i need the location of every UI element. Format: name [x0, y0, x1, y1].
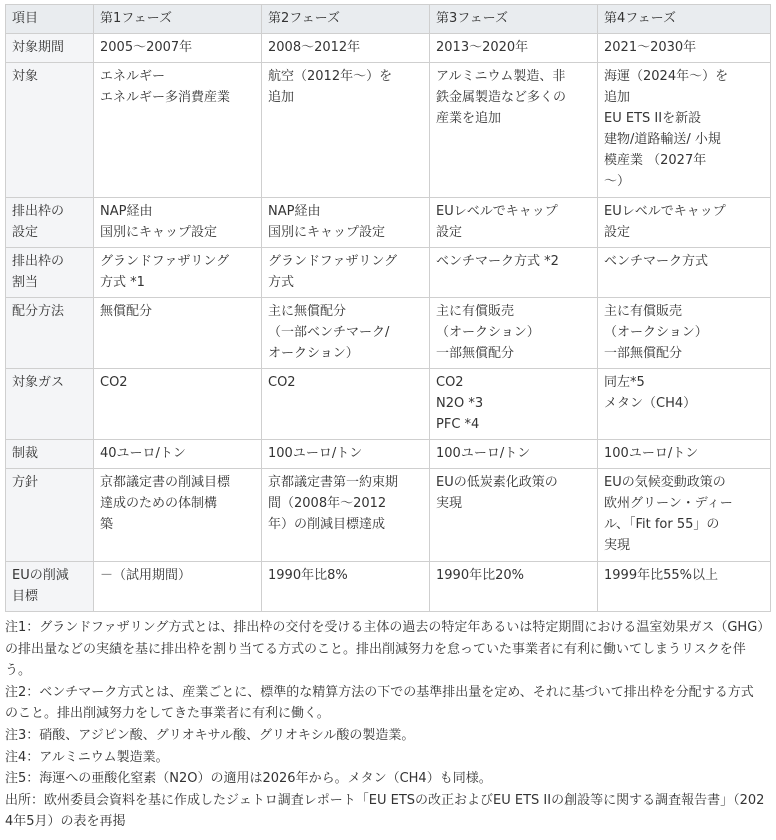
table-row	[6, 198, 771, 248]
eu-ets-phase-table	[5, 4, 771, 612]
source-note: 出所：欧州委員会資料を基に作成したジェトロ調査レポート「EU ETSの改正およびEU ETS IIの創設等に関する調査報告書」（2024年5月）の表を再掲	[5, 792, 765, 830]
row-label: 配分方法	[6, 298, 94, 369]
header-cell-phase-3: 第3フェーズ	[430, 5, 598, 34]
table-cell: エネルギー エネルギー多消費産業	[94, 63, 262, 198]
table-cell: 無償配分	[94, 298, 262, 369]
table-cell: ベンチマーク方式 *2	[430, 248, 598, 298]
row-label: 対象ガス	[6, 369, 94, 440]
row-label: 対象	[6, 63, 94, 198]
table-header-row	[6, 5, 771, 34]
table-cell: 海運（2024年〜）を 追加 EU ETS IIを新設 建物/道路輸送/ 小規 模産業 （2027年 〜）	[598, 63, 771, 198]
footnote-4: 注4：アルミニウム製造業。	[5, 749, 169, 765]
table-cell: 40ユーロ/トン	[94, 440, 262, 469]
table-cell: 1999年比55%以上	[598, 562, 771, 612]
row-label: 方針	[6, 469, 94, 562]
table-cell: 100ユーロ/トン	[430, 440, 598, 469]
header-cell-phase-4: 第4フェーズ	[598, 5, 771, 34]
table-row	[6, 440, 771, 469]
table-cell: CO2 N2O *3 PFC *4	[430, 369, 598, 440]
table-cell: －（試用期間）	[94, 562, 262, 612]
header-cell-item: 項目	[6, 5, 94, 34]
table-cell: 1990年比20%	[430, 562, 598, 612]
footnote-3: 注3：硝酸、アジピン酸、グリオキサル酸、グリオキシル酸の製造業。	[5, 727, 415, 743]
table-cell: EUの気候変動政策の 欧州グリーン・ディー ル、「Fit for 55」の 実現	[598, 469, 771, 562]
table-cell: グランドファザリング 方式 *1	[94, 248, 262, 298]
table-row	[6, 369, 771, 440]
table-cell: 2021〜2030年	[598, 34, 771, 63]
table-cell: CO2	[262, 369, 430, 440]
table-cell: 1990年比8%	[262, 562, 430, 612]
table-cell: グランドファザリング 方式	[262, 248, 430, 298]
row-label: 制裁	[6, 440, 94, 469]
table-cell: NAP経由 国別にキャップ設定	[94, 198, 262, 248]
footnotes	[5, 617, 765, 833]
table-cell: EUの低炭素化政策の 実現	[430, 469, 598, 562]
footnote-5: 注5：海運への亜酸化窒素（N2O）の適用は2026年から。メタン（CH4）も同様。	[5, 771, 492, 787]
footnote-2: 注2：ベンチマーク方式とは、産業ごとに、標準的な精算方法の下での基準排出量を定め、それに基づいて排出枠を分配する方式のこと。排出削減努力をしてきた事業者に有利に働く。	[5, 684, 754, 722]
table-row	[6, 562, 771, 612]
table-cell: EUレベルでキャップ 設定	[598, 198, 771, 248]
table-cell: ベンチマーク方式	[598, 248, 771, 298]
table-cell: 京都議定書第一約束期 間（2008年〜2012 年）の削減目標達成	[262, 469, 430, 562]
table-cell: 2008〜2012年	[262, 34, 430, 63]
header-cell-phase-1: 第1フェーズ	[94, 5, 262, 34]
header-cell-phase-2: 第2フェーズ	[262, 5, 430, 34]
table-cell: 主に無償配分 （一部ベンチマーク/ オークション）	[262, 298, 430, 369]
table-cell: アルミニウム製造、非 鉄金属製造など多くの 産業を追加	[430, 63, 598, 198]
table-cell: NAP経由 国別にキャップ設定	[262, 198, 430, 248]
table-cell: 主に有償販売 （オークション） 一部無償配分	[430, 298, 598, 369]
table-cell: 京都議定書の削減目標 達成のための体制構 築	[94, 469, 262, 562]
row-label: 排出枠の 割当	[6, 248, 94, 298]
table-row	[6, 469, 771, 562]
row-label: 対象期間	[6, 34, 94, 63]
table-row	[6, 34, 771, 63]
table-cell: EUレベルでキャップ 設定	[430, 198, 598, 248]
footnote-1: 注1：グランドファザリング方式とは、排出枠の交付を受ける主体の過去の特定年あるいは特定期間における温室効果ガス（GHG）の排出量などの実績を基に排出枠を割り当てる方式のこと。排出削減努力を怠っていた事業者に有利に働いてしまうリスクを伴う。	[5, 620, 764, 679]
table-cell: 主に有償販売 （オークション） 一部無償配分	[598, 298, 771, 369]
table-row	[6, 298, 771, 369]
table-cell: 航空（2012年〜）を 追加	[262, 63, 430, 198]
table-cell: CO2	[94, 369, 262, 440]
table-cell: 2005〜2007年	[94, 34, 262, 63]
table-cell: 100ユーロ/トン	[262, 440, 430, 469]
table-row	[6, 248, 771, 298]
table-cell: 2013〜2020年	[430, 34, 598, 63]
row-label: 排出枠の 設定	[6, 198, 94, 248]
table-row	[6, 63, 771, 198]
table-cell: 同左*5 メタン（CH4）	[598, 369, 771, 440]
table-cell: 100ユーロ/トン	[598, 440, 771, 469]
row-label: EUの削減 目標	[6, 562, 94, 612]
